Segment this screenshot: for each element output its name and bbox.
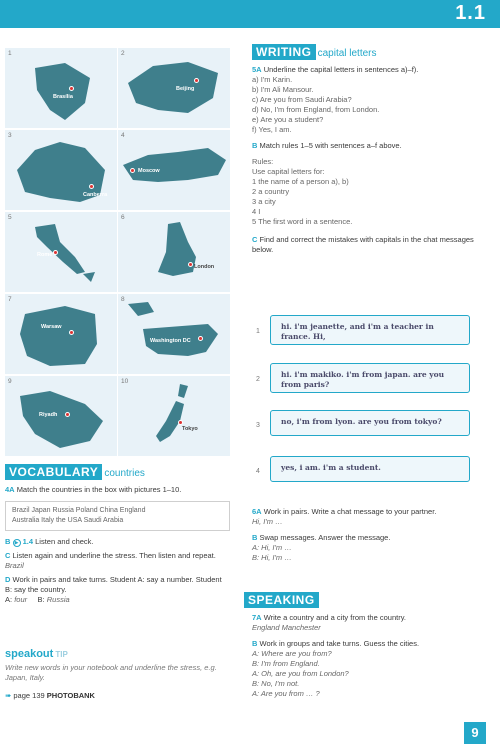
map-city-label: London <box>194 264 215 270</box>
exercise-4d-example: A: four B: Russia <box>5 595 70 604</box>
capital-marker-icon <box>188 262 193 267</box>
capital-marker-icon <box>69 86 74 91</box>
chat-message-1: hi. i'm jeanette, and i'm a teacher in france. Hi, <box>270 315 470 345</box>
dialogue: A: Where are you from? B: I'm from England. A: Oh, are you from London? B: No, I'm not. A: Are you from … ? <box>252 649 349 698</box>
sentence-list: a) I'm Karin. b) I'm Ali Mansour. c) Are you from Saudi Arabia? d) No, I'm from England, from London. e) Are you a student? f) Yes, I am. <box>252 75 380 134</box>
capital-marker-icon <box>178 420 183 425</box>
map-number: 7 <box>8 296 12 303</box>
page-number: 9 <box>464 722 486 744</box>
exercise-5c: C Find and correct the mistakes with capitals in the chat messages below. <box>252 235 474 254</box>
audio-play-icon[interactable]: ▶ <box>13 539 21 547</box>
exercise-6 <box>252 507 482 563</box>
map-picture-10 <box>118 376 230 456</box>
map-picture-6 <box>118 212 230 292</box>
map-city-label: Beijing <box>176 86 195 92</box>
exercise-6b-line-b: B: Hi, I'm … <box>252 553 292 562</box>
unit-number: 1.1 <box>455 2 486 24</box>
exercise-4b: B ▶ 1.4 Listen and check. <box>5 537 94 546</box>
map-number: 8 <box>121 296 125 303</box>
map-number: 10 <box>121 378 129 385</box>
chat-number: 4 <box>256 468 260 475</box>
writing-subtitle: capital letters <box>317 48 377 59</box>
unit-header-bar <box>0 0 500 28</box>
tip-label: TIP <box>55 650 68 659</box>
capital-marker-icon <box>53 250 58 255</box>
map-picture-2 <box>118 48 230 128</box>
exercise-4c-example: Brazil <box>5 561 24 570</box>
vocabulary-subtitle: countries <box>104 468 145 479</box>
chat-number: 2 <box>256 376 260 383</box>
exercise-6a-example: Hi, I'm … <box>252 517 283 526</box>
speakout-text: Write new words in your notebook and underline the stress, e.g. Japan, Italy. <box>5 663 217 682</box>
capital-marker-icon <box>89 184 94 189</box>
writing-section <box>252 44 482 255</box>
map-picture-4 <box>118 130 230 210</box>
chat-number: 1 <box>256 328 260 335</box>
map-picture-3 <box>5 130 117 210</box>
exercise-6b-line-a: A: Hi, I'm … <box>252 543 292 552</box>
exercise-7b: B Work in groups and take turns. Guess the cities. <box>252 639 420 648</box>
country-word-box: Brazil Japan Russia Poland China England Australia Italy the USA Saudi Arabia <box>5 501 230 531</box>
exercise-7a: 7A Write a country and a city from the country. <box>252 613 406 622</box>
map-picture-9 <box>5 376 117 456</box>
capital-marker-icon <box>130 168 135 173</box>
map-picture-7 <box>5 294 117 374</box>
map-city-label: Canberra <box>83 192 108 198</box>
rules-box: Rules: Use capital letters for: 1 the name of a person a), b) 2 a country 3 a city 4 I 5 The first word in a sentence. <box>252 157 353 226</box>
writing-tag: WRITING <box>252 44 316 60</box>
capital-marker-icon <box>69 330 74 335</box>
capital-marker-icon <box>65 412 70 417</box>
exercise-5b: B Match rules 1–5 with sentences a–f above. <box>252 141 402 150</box>
capital-marker-icon <box>194 78 199 83</box>
exercise-4c: C Listen again and underline the stress. Then listen and repeat. <box>5 551 216 560</box>
map-city-label: Brasília <box>53 94 73 100</box>
capital-marker-icon <box>198 336 203 341</box>
map-number: 9 <box>8 378 12 385</box>
map-number: 2 <box>121 50 125 57</box>
chat-message-4: yes, i am. i'm a student. <box>270 456 470 482</box>
map-number: 1 <box>8 50 12 57</box>
speaking-section <box>244 592 484 699</box>
chat-message-2: hi. i'm makiko. i'm from japan. are you from paris? <box>270 363 470 393</box>
map-number: 3 <box>8 132 12 139</box>
map-city-label: Moscow <box>138 168 160 174</box>
speaking-tag: SPEAKING <box>244 592 319 608</box>
exercise-5a: 5A Underline the capital letters in sentences a)–f). <box>252 65 419 74</box>
map-picture-5 <box>5 212 117 292</box>
map-city-label: Rome <box>37 252 53 258</box>
map-number: 4 <box>121 132 125 139</box>
chat-number: 3 <box>256 422 260 429</box>
map-picture-1 <box>5 48 117 128</box>
map-number: 6 <box>121 214 125 221</box>
exercise-4d: D Work in pairs and take turns. Student A: say a number. Student B: say the country. <box>5 575 222 594</box>
exercise-4a: 4A Match the countries in the box with pictures 1–10. <box>5 485 182 494</box>
chat-message-3: no, i'm from lyon. are you from tokyo? <box>270 410 470 436</box>
exercise-7a-example: England Manchester <box>252 623 321 632</box>
map-city-label: Washington DC <box>150 338 191 344</box>
speakout-title: speakout <box>5 648 54 660</box>
photobank-link[interactable]: ➠ page 139 PHOTOBANK <box>5 691 95 700</box>
map-grid <box>0 40 230 458</box>
map-city-label: Riyadh <box>39 412 58 418</box>
vocabulary-section <box>5 464 230 605</box>
exercise-6b: B Swap messages. Answer the message. <box>252 533 391 542</box>
map-picture-8 <box>118 294 230 374</box>
vocabulary-tag: VOCABULARY <box>5 464 102 480</box>
map-number: 5 <box>8 214 12 221</box>
speakout-tip <box>5 648 230 701</box>
exercise-6a: 6A Work in pairs. Write a chat message to your partner. <box>252 507 437 516</box>
map-city-label: Warsaw <box>41 324 62 330</box>
map-city-label: Tokyo <box>182 426 198 432</box>
